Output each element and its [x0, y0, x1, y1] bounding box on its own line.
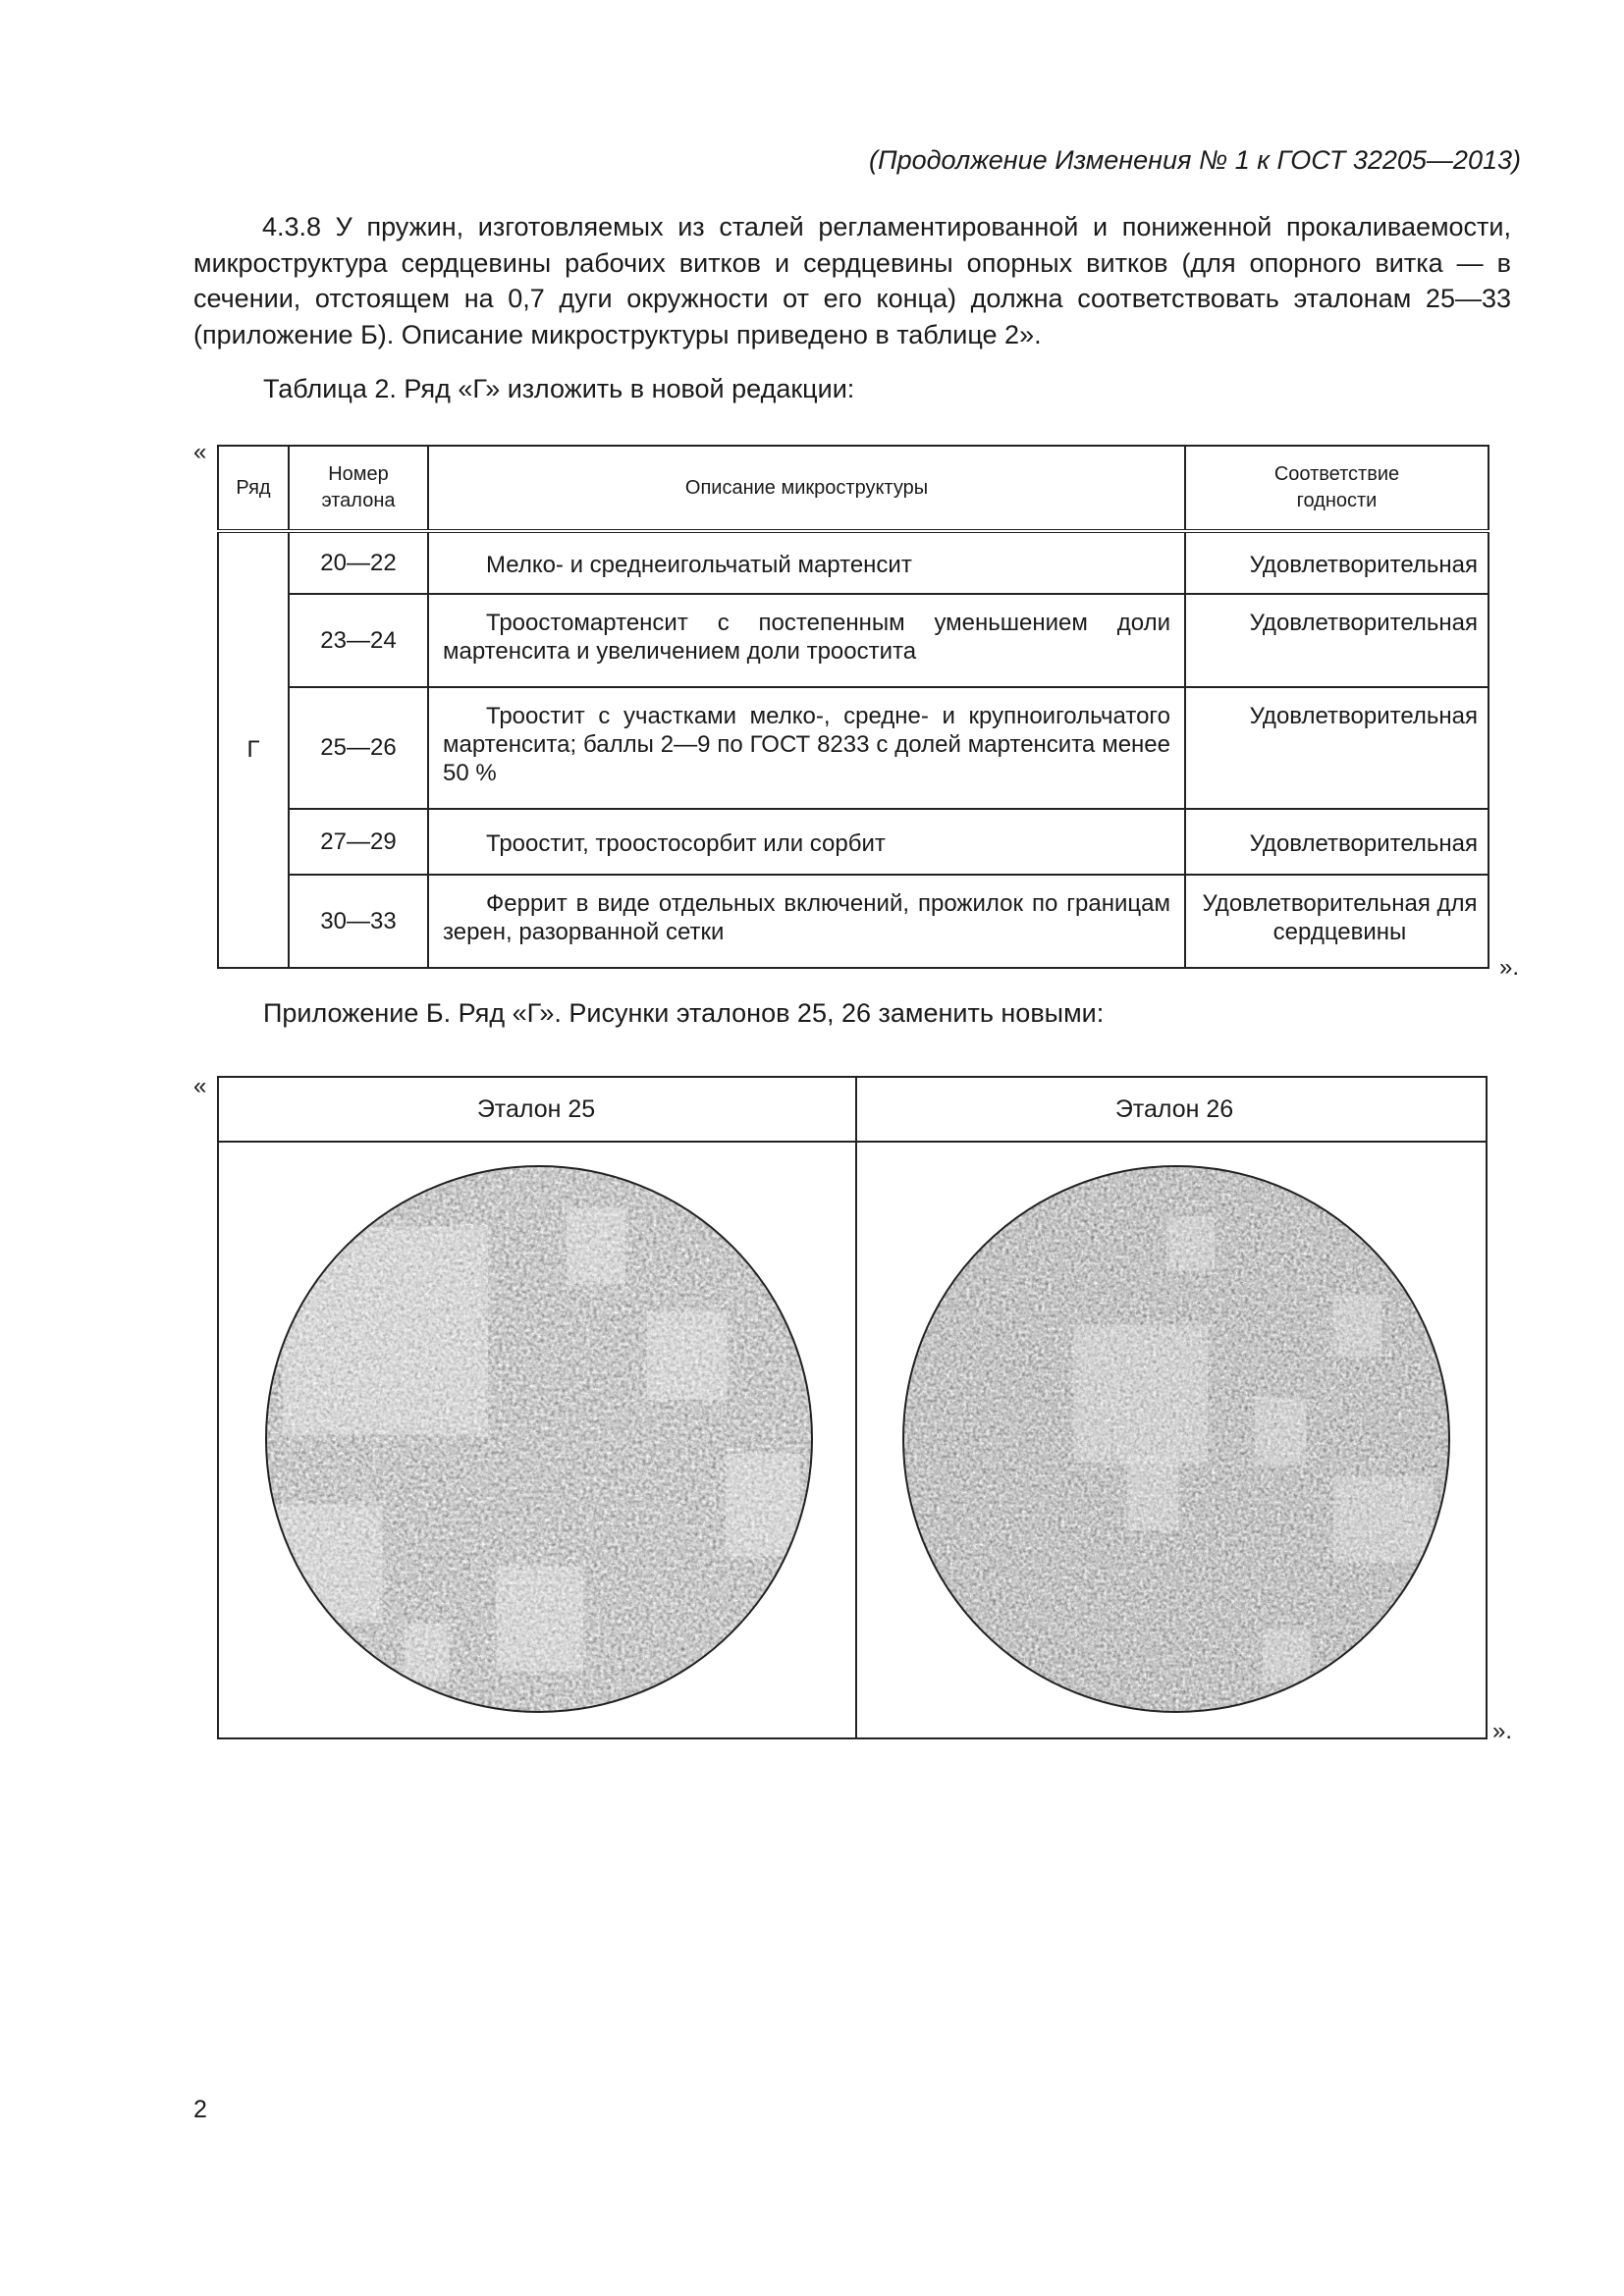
fitness-cell: Удовлетворительная: [1185, 594, 1489, 687]
fitness-cell: Удовлетворительная: [1185, 531, 1489, 594]
etalon-26-micrograph: [901, 1164, 1451, 1714]
paragraph-text: 4.3.8 У пружин, изготовляемых из сталей регламентированной и пониженной прокаливаемости, микроструктура сердцевины рабочих витков и сердцевины опорных витков (для опорного витка — в сечении, отстоящем на 0,7 дуги окружности от его конца) должна соответствовать эталонам 25—33 (приложение Б). Описание микроструктуры приведено в таблице 2».: [193, 212, 1511, 349]
table2-quote-close: ».: [1499, 954, 1520, 981]
table-row: [218, 594, 1489, 687]
etalon-number: 20—22: [289, 531, 428, 594]
etalon-number: 27—29: [289, 809, 428, 875]
etalon-number: 23—24: [289, 594, 428, 687]
column-divider: [855, 1078, 857, 1737]
body-paragraph: [193, 209, 1511, 352]
fitness-cell: Удовлетворительная: [1185, 687, 1489, 809]
images-quote-close: ».: [1492, 1718, 1513, 1744]
table-2: [217, 445, 1489, 969]
table2-caption: Таблица 2. Ряд «Г» изложить в новой редакции:: [263, 374, 855, 403]
etalon-number: 25—26: [289, 687, 428, 809]
microstructure-description: Мелко- и среднеигольчатый мартенсит: [428, 531, 1185, 594]
table-row: [218, 809, 1489, 875]
table-row: [218, 687, 1489, 809]
microstructure-description: Троостит с участками мелко-, средне- и крупноигольчатого мартенсита; баллы 2—9 по ГОСТ 8233 с долей мартенсита менее 50 %: [428, 687, 1185, 809]
col-header-row: Ряд: [218, 446, 289, 531]
microstructure-description: Трооcтомартенсит с постепенным уменьшением доли мартенсита и увеличением доли троостита: [428, 594, 1185, 687]
table-header-row: [218, 446, 1489, 531]
col-header-description: Описание микроструктуры: [428, 446, 1185, 531]
etalon-images-table: [217, 1076, 1488, 1739]
table-row: [218, 875, 1489, 968]
appendix-caption: Приложение Б. Ряд «Г». Рисунки эталонов 25, 26 заменить новыми:: [263, 998, 1105, 1028]
microstructure-description: Троостит, трооcтосорбит или сорбит: [428, 809, 1185, 875]
etalon-25-micrograph: [264, 1164, 814, 1714]
table2-quote-open: «: [193, 439, 207, 465]
col-header-fitness: Соответствие годности: [1185, 446, 1489, 531]
etalon-26-title: Эталон 26: [1114, 1095, 1234, 1123]
table-row: [218, 531, 1489, 594]
etalon-25-title: Эталон 25: [476, 1095, 596, 1123]
images-quote-open: «: [193, 1073, 207, 1099]
col-header-number: Номер эталона: [289, 446, 428, 531]
etalon-number: 30—33: [289, 875, 428, 968]
fitness-cell: Удовлетворительная: [1185, 809, 1489, 875]
fitness-cell: Удовлетворительная для сердцевины: [1185, 875, 1489, 968]
microstructure-description: Феррит в виде отдельных включений, прожилок по границам зерен, разорванной сетки: [428, 875, 1185, 968]
page-header: (Продолжение Изменения № 1 к ГОСТ 32205—2013): [869, 145, 1521, 175]
row-letter-cell: Г: [218, 531, 289, 968]
page-number: 2: [193, 2096, 207, 2123]
